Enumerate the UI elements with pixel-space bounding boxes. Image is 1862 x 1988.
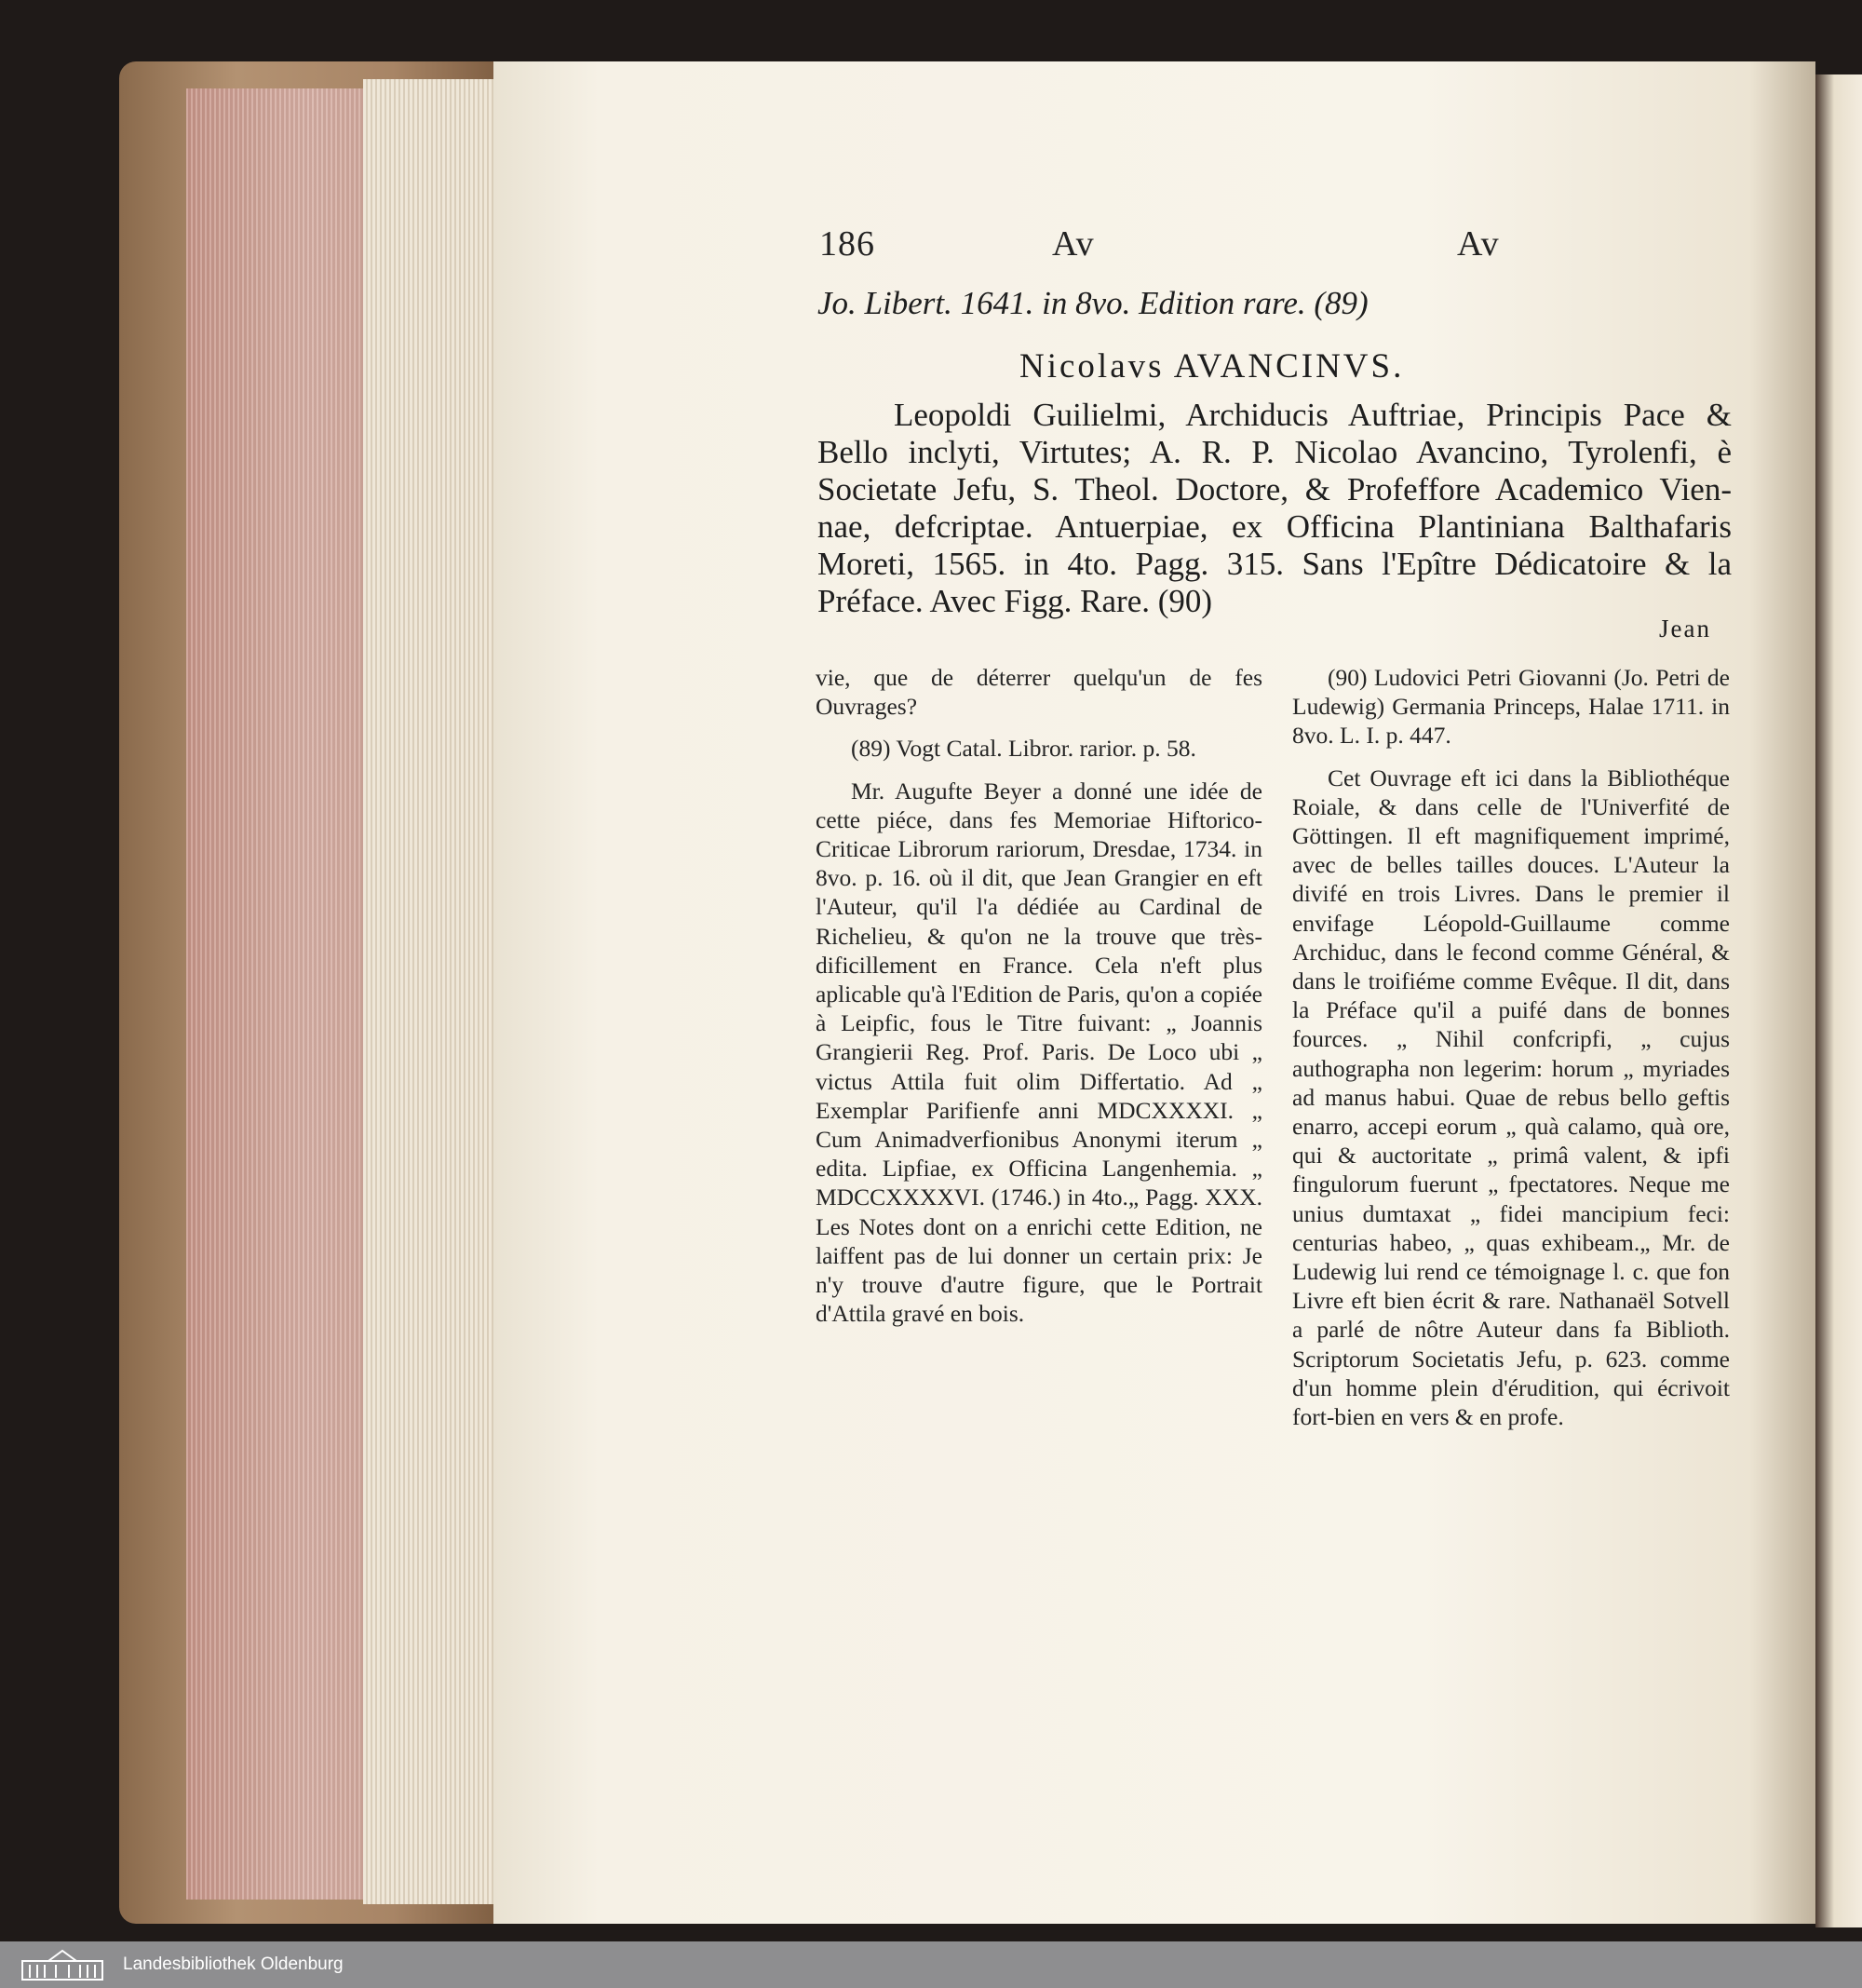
entry-line-6: Préface. Avec Figg. Rare. (90): [817, 583, 1213, 619]
page-edge-band: [363, 79, 493, 1904]
catchword: Jean: [1659, 615, 1711, 642]
entry-line-1: Leopoldi Guilielmi, Archiducis Auftriae, Principis Pace &: [894, 397, 1732, 433]
entry-line-2: Bello inclyti, Virtutes; A. R. P. Nicolao Avancino, Tyrolenfi, è: [817, 434, 1732, 470]
right-paragraph-2: Cet Ouvrage eft ici dans la Bibliothéque Roiale, & dans celle de l'Univerfité de Göttingen. Il eft magnifiquement imprimé, avec de belles tailles douces. L'Auteur la divifé en trois Livres. Dans le premier il envifage Léopold-Guillaume comme Archiduc, dans le fecond comme Général, & dans le troifiéme comme Evêque. Il dit, dans la Préface qu'il a puifé dans de bonnes fources. „ Nihil confcripfi, „ cujus authographa non legerim: horum „ myriades ad manus habui. Quae de rebus bello geftis enarro, accepi eorum „ quà calamo, quà ore, qui & auctoritate „ primâ valent, & ipfi fingulorum fuerunt „ fpectatores. Neque me unius dumtaxat „ fidei mancipium feci: centurias habeo, „ quas exhibeam.„ Mr. de Ludewig lui rend ce témoignage l. c. que fon Livre eft bien écrit & rare. Nathanaël Sotvell a parlé de nôtre Auteur dans fa Biblioth. Scriptorum Societatis Jefu, p. 623. comme d'un homme plein d'érudition, qui écrivoit fort-bien en vers & en profe.: [1292, 764, 1730, 1431]
left-paragraph-1: vie, que de déterrer quelqu'un de fes Ouvrages?: [816, 664, 1262, 721]
footnote-90: (90) Ludovici Petri Giovanni (Jo. Petri de Ludewig) Germania Princeps, Halae 1711. in 8vo. L. I. p. 447.: [1292, 664, 1730, 750]
left-notes-column: [816, 663, 1262, 1341]
right-notes-column: [1292, 663, 1730, 1444]
library-footer: [0, 1941, 1862, 1988]
entry-line-4: nae, defcriptae. Antuerpiae, ex Officina Plantiniana Balthafaris: [817, 508, 1732, 545]
library-name: Landesbibliothek Oldenburg: [123, 1954, 344, 1974]
facing-page-edge: [1815, 74, 1862, 1927]
running-head-right: Av: [1457, 224, 1500, 264]
library-building-icon: [20, 1948, 104, 1981]
entry-line-5: Moreti, 1565. in 4to. Pagg. 315. Sans l'Epître Dédicatoire & la: [817, 546, 1732, 582]
entry-heading: Nicolavs AVANCINVS.: [1019, 347, 1405, 385]
page-number: 186: [819, 224, 875, 264]
left-paragraph-3: Mr. Augufte Beyer a donné une idée de cette piéce, dans fes Memoriae Hiftorico-Criticae Librorum rariorum, Dresdae, 1734. in 8vo. p. 16. où il dit, que Jean Grangier en eft l'Auteur, qu'il l'a dédiée au Cardinal de Richelieu, & qu'on ne la trouve que très-dificillement en France. Cela n'eft plus aplicable qu'à l'Edition de Paris, qu'on a copiée à Leipfic, fous le Titre fuivant: „ Joannis Grangierii Reg. Prof. Paris. De Loco ubi „ victus Attila fuit olim Differtatio. Ad „ Exemplar Parifienfe anni MDCXXXXI. „ Cum Animadverfionibus Anonymi iterum „ edita. Lipfiae, ex Officina Langenhemia. „ MDCCXXXXVI. (1746.) in 4to.„ Pagg. XXX. Les Notes dont on a enrichi cette Edition, ne laiffent pas de lui donner un certain prix: Je n'y trouve d'autre figure, que le Portrait d'Attila gravé en bois.: [816, 777, 1262, 1328]
entry-line-3: Societate Jefu, S. Theol. Doctore, & Profeffore Academico Vien-: [817, 471, 1732, 507]
entry-continuation-line: Jo. Libert. 1641. in 8vo. Edition rare. (89): [817, 285, 1369, 321]
footnote-89: (89) Vogt Catal. Libror. rarior. p. 58.: [851, 735, 1196, 763]
running-head-left: Av: [1052, 224, 1095, 264]
